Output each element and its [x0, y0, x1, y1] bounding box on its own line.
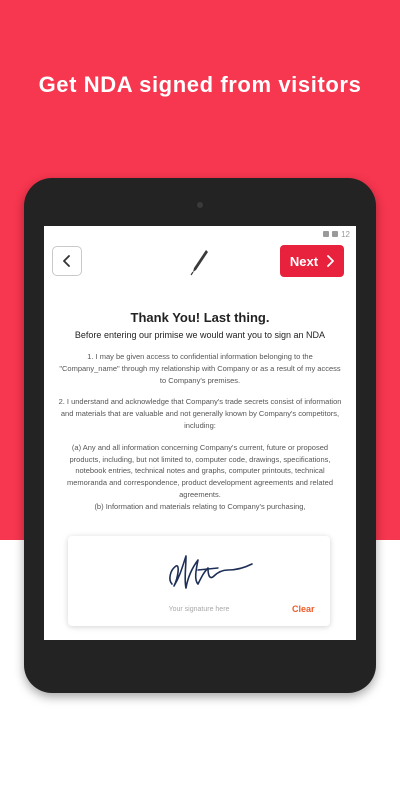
wifi-icon: [323, 231, 329, 237]
nda-paragraph-4: (b) Information and materials relating to Company's purchasing,: [94, 501, 306, 511]
nda-paragraph-1: 1. I may be given access to confidential information belonging to the "Company_name" through my relationship with Company or as a result of my access to Company's premises.: [59, 352, 341, 385]
next-button-label: Next: [289, 253, 319, 269]
signature-placeholder: Your signature here: [168, 606, 230, 613]
page-subtitle: Before entering our primise we would want you to sign an NDA: [74, 330, 326, 340]
app-screen: [44, 226, 356, 640]
status-bar: [323, 228, 350, 240]
camera-icon: [197, 202, 203, 208]
chevron-left-icon: [62, 255, 72, 267]
next-button[interactable]: [280, 245, 344, 277]
chevron-right-icon: [326, 255, 334, 267]
signature-pad[interactable]: [68, 536, 330, 626]
clear-button[interactable]: Clear: [292, 604, 315, 614]
back-button[interactable]: [52, 246, 82, 276]
status-time: 12: [341, 229, 350, 239]
nda-paragraph-3: (a) Any and all information concerning Company's current, future or proposed products, including, but not limited to, computer code, drawings, specifications, notebook entries, technical notes and graphs, computer printouts, technical memoranda and correspondence, product development agreements and related agreements.: [66, 442, 333, 499]
nda-document: [58, 351, 342, 513]
nda-paragraph-2: 2. I understand and acknowledge that Company's trade secrets consist of information and materials that are valuable and not generally known by Company's competitors, including:: [58, 397, 342, 430]
page-title: Thank You! Last thing.: [130, 310, 270, 325]
headline: Get NDA signed from visitors: [38, 72, 362, 97]
pen-icon: [188, 248, 210, 276]
battery-icon: [332, 231, 338, 237]
signature-stroke: [158, 546, 258, 594]
